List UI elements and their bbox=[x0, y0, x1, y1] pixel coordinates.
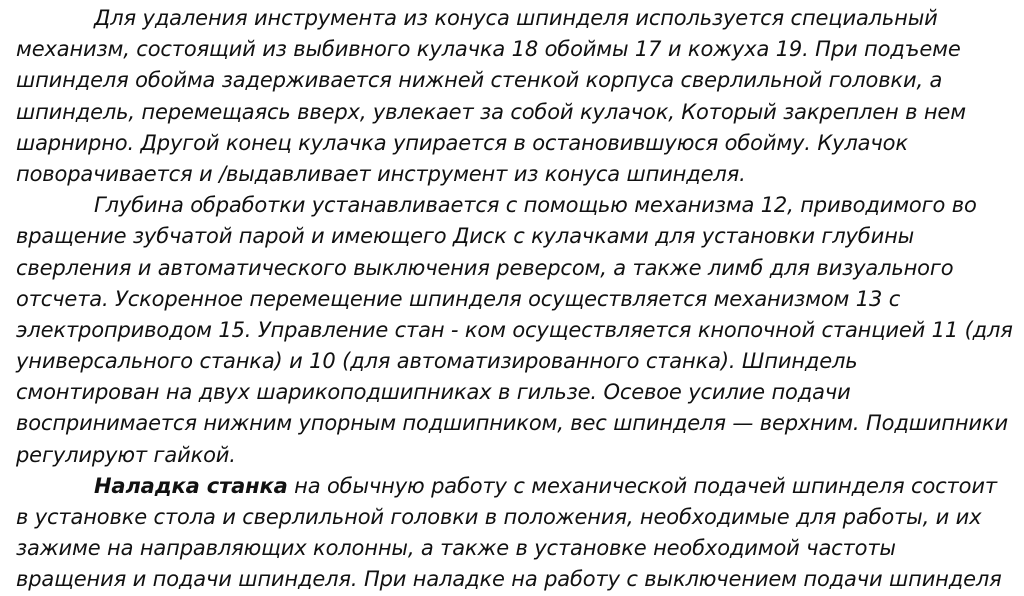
text-line: шпиндель, перемещаясь вверх, увлекает за собой кулачок, Который закреплен в нем bbox=[16, 99, 966, 124]
text-line-rest: на обычную работу с механической подачей шпинделя состоит bbox=[287, 473, 997, 498]
text-line: шарнирно. Другой конец кулачка упирается в остановившуюся обойму. Кулачок bbox=[16, 130, 908, 155]
text-line: в установке стола и сверлильной головки в положения, необходимые для работы, и их bbox=[16, 505, 982, 529]
text-line: Для удаления инструмента из конуса шпинделя используется специальный bbox=[94, 6, 938, 30]
text-line: электроприводом 15. Управление стан - ком осуществляется кнопочной станцией 11 (для bbox=[16, 317, 1013, 342]
section-heading: Наладка станка bbox=[94, 473, 288, 498]
text-line: вращение зубчатой парой и имеющего Диск с кулачками для установки глубины bbox=[16, 224, 915, 249]
text-line: универсального станка) и 10 (для автоматизированного станка). Шпиндель bbox=[16, 349, 858, 374]
text-line: шпинделя обойма задерживается нижней стенкой корпуса сверлильной головки, а bbox=[16, 68, 943, 93]
text-line: воспринимается нижним упорным подшипником, вес шпинделя — верхним. Подшипники bbox=[16, 411, 1008, 436]
text-line: механизм, состоящий из выбивного кулачка 18 обоймы 17 и кожуха 19. При подъеме bbox=[16, 37, 961, 62]
text-line: Глубина обработки устанавливается с помощью механизма 12, приводимого во bbox=[94, 193, 977, 218]
text-line bbox=[16, 471, 1016, 502]
text-line: зажиме на направляющих колонны, а также в установке необходимой частоты bbox=[16, 536, 896, 561]
text-line: смонтирован на двух шарикоподшипниках в гильзе. Осевое усилие подачи bbox=[16, 380, 851, 405]
text-line: отсчета. Ускоренное перемещение шпинделя осуществляется механизмом 13 с bbox=[16, 286, 901, 311]
text-line: поворачивается и /выдавливает инструмент из конуса шпинделя. bbox=[16, 161, 746, 186]
text-line: сверления и автоматического выключения реверсом, а также лимб для визуального bbox=[16, 255, 954, 280]
text-line: регулируют гайкой. bbox=[16, 442, 236, 467]
text-line: вращения и подачи шпинделя. При наладке на работу с выключением подачи шпинделя bbox=[16, 567, 1002, 592]
document-text bbox=[16, 3, 1016, 596]
